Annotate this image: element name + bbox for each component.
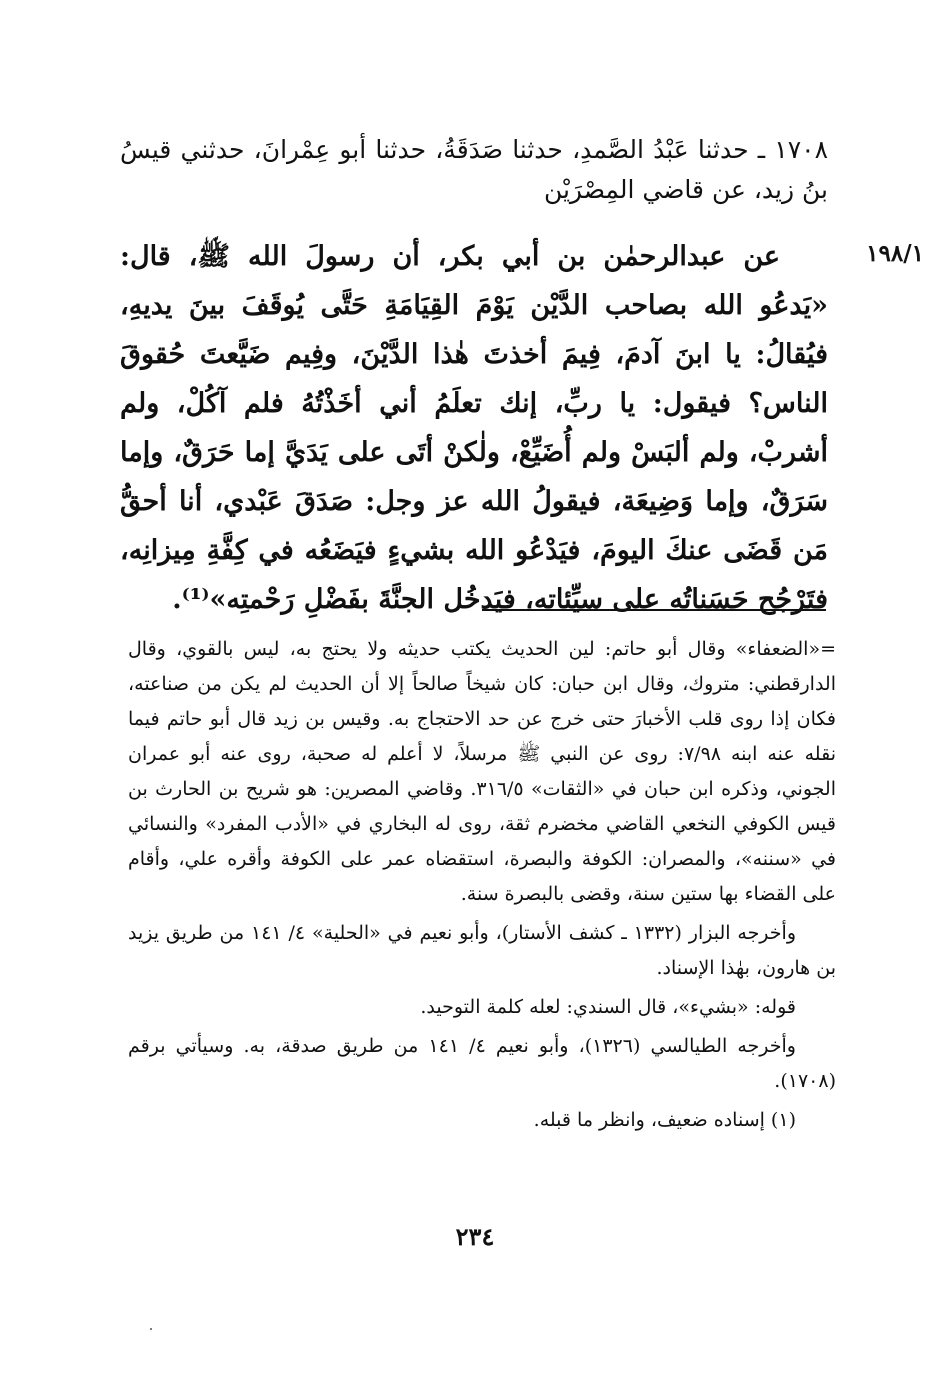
matn-text: عن عبدالرحمٰن بن أبي بكر، أن رسولَ الله ﷺ، قال: «يَدعُو الله بصاحب الدَّيْن يَوْمَ القِيَامَةِ حَتَّى يُوقَفَ بينَ يديهِ، فيُقالُ: يا ابنَ آدمَ، فِيمَ أخذتَ هٰذا الدَّيْنَ، وفِيم ضَيَّعتَ حُقوقَ الناس؟ فيقول: يا ربِّ، إنك تعلَمُ أني أخَذْتُهُ فلم آكُلْ، ولم أشربْ، ولم ألبَسْ ولم أُضَيِّعْ، ولٰكنْ أتَى على يَدَيَّ إما حَرَقٌ، وإما سَرَقٌ، وإما وَضِيعَة، فيقولُ الله عز وجل: صَدَقَ عَبْدي، أنا أحقُّ مَن قَضَى عنكَ اليومَ، فيَدْعُو الله بشيءٍ فيَضَعُه في كِفَّةِ مِيزانِه، فتَرْجُح حَسَناتُه على سيِّئاته، فيَدخُل الجنَّةَ بفَضْلِ رَحْمتِه»⁽¹⁾. [120, 241, 828, 615]
footnote-sindi: قوله: «بشيء»، قال السندي: لعله كلمة التوحيد. [420, 996, 796, 1018]
footnote-continuation: =«الضعفاء» وقال أبو حاتم: لين الحديث يكتب حديثه ولا يحتج به، ليس بالقوي، وقال الدارقطني: متروك، وقال ابن حبان: كان شيخاً صالحاً إلا أن الحديث لم يكن من صناعته، فكان إذا روى قلب الأخبارَ حتى خرج عن حد الاحتجاج به. وقيس بن زيد قال أبو حاتم فيما نقله عنه ابنه ٧/٩٨: روى عن النبي ﷺ مرسلاً، لا أعلم له صحبة، روى عنه أبو عمران الجوني، وذكره ابن حبان في «الثقات» ٣١٦/٥. وقاضي المصرين: هو شريح بن الحارث بن قيس الكوفي النخعي القاضي مخضرم ثقة، روى له البخاري في «الأدب المفرد» والنسائي في «سننه»، والمصران: الكوفة والبصرة، استقضاه عمر على الكوفة وأقره علي، وأقام على القضاء بها ستين سنة، وقضى بالبصرة سنة. [128, 638, 836, 905]
page-number: ٢٣٤ [455, 1222, 495, 1251]
scan-speck [150, 1328, 152, 1330]
footnotes [128, 632, 836, 1142]
footnote-1: (١) إسناده ضعيف، وانظر ما قبله. [533, 1109, 796, 1131]
margin-reference: ١٩٨/١ [866, 240, 924, 267]
hadith-isnad [120, 130, 828, 210]
footnote-tayalisi: وأخرجه الطيالسي (١٣٢٦)، وأبو نعيم ٤/ ١٤١ من طريق صدقة، به. وسيأتي برقم (١٧٠٨). [128, 1035, 836, 1092]
hadith-matn [120, 232, 828, 624]
footnote-separator [482, 609, 826, 611]
isnad-text: ١٧٠٨ ـ حدثنا عَبْدُ الصَّمدِ، حدثنا صَدَقَةُ، حدثنا أبو عِمْرانَ، حدثني قيسُ بنُ زيد، عن قاضي المِصْرَيْن [120, 135, 828, 204]
footnote-takhrij: وأخرجه البزار (١٣٣٢ ـ كشف الأستار)، وأبو نعيم في «الحلية» ٤/ ١٤١ من طريق يزيد بن هارون، بهٰذا الإسناد. [128, 922, 836, 979]
